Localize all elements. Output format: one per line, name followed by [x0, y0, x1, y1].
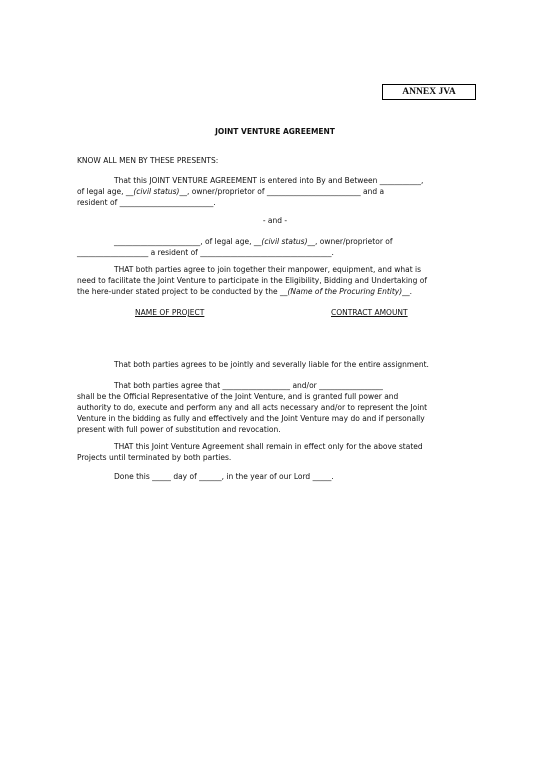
p2-line-a [77, 236, 473, 247]
p4-line: That both parties agrees to be jointly and severally liable for the entire assignment. [114, 360, 429, 369]
p6-line-b: Projects until terminated by both parties. [77, 453, 232, 462]
column-contract-amount: CONTRACT AMOUNT [331, 308, 408, 317]
p5-line-e: present with full power of substitution and revocation. [77, 425, 281, 434]
p2-a-pre: _______________________, of legal age, [114, 237, 254, 246]
paragraph-parties-2 [77, 236, 473, 258]
p2-civil-status: __(civil status)__ [253, 237, 316, 246]
p3-line-b: need to facilitate the Joint Venture to participate in the Eligibility, Bidding and Undertaking of [77, 276, 428, 285]
paragraph-agreement [77, 264, 473, 297]
p3-procuring-entity: __(Name of the Procuring Entity)__ [279, 287, 410, 296]
p1-civil-status: __(civil status)__ [125, 187, 187, 196]
paragraph-parties-1 [77, 175, 473, 208]
p2-line-b: ___________________ a resident of ___________________________________. [77, 248, 334, 257]
document-title: JOINT VENTURE AGREEMENT [215, 127, 335, 136]
p5-line-a: That both parties agree that __________________ and/or _________________ [114, 381, 383, 390]
annex-label: ANNEX JVA [382, 84, 476, 100]
p5-line-c: authority to do, execute and perform any and all acts necessary and/or to represent the Joint [77, 403, 428, 412]
paragraph-effectivity [77, 441, 473, 463]
p5-line-d: Venture in the bidding as fully and effectively and the Joint Venture may do and if personally [77, 414, 425, 423]
p3-c-post: . [409, 287, 413, 296]
p3-line-c [77, 286, 473, 297]
column-name-of-project: NAME OF PROJECT [135, 308, 205, 317]
paragraph-representative [77, 380, 473, 435]
p7-line: Done this _____ day of ______, in the year of our Lord _____. [114, 472, 334, 481]
paragraph-done-this [77, 471, 473, 482]
p6-line-a: THAT this Joint Venture Agreement shall remain in effect only for the above stated [114, 442, 423, 451]
p2-a-post: , owner/proprietor of [315, 237, 393, 246]
p1-line-a: That this JOINT VENTURE AGREEMENT is entered into By and Between ___________, [114, 176, 424, 185]
p3-c-pre: the here-under stated project to be conducted by the [77, 287, 280, 296]
p1-line-c: resident of _________________________. [77, 198, 216, 207]
p1-b-pre: of legal age, [77, 187, 126, 196]
p1-line-b [77, 186, 473, 197]
p1-b-post: , owner/proprietor of _________________________ and a [186, 187, 385, 196]
know-all-line: KNOW ALL MEN BY THESE PRESENTS: [77, 156, 219, 165]
p3-line-a: THAT both parties agree to join together their manpower, equipment, and what is [114, 265, 422, 274]
p5-line-b: shall be the Official Representative of the Joint Venture, and is granted full power and [77, 392, 399, 401]
paragraph-liability [77, 359, 473, 370]
and-separator: - and - [262, 216, 288, 225]
